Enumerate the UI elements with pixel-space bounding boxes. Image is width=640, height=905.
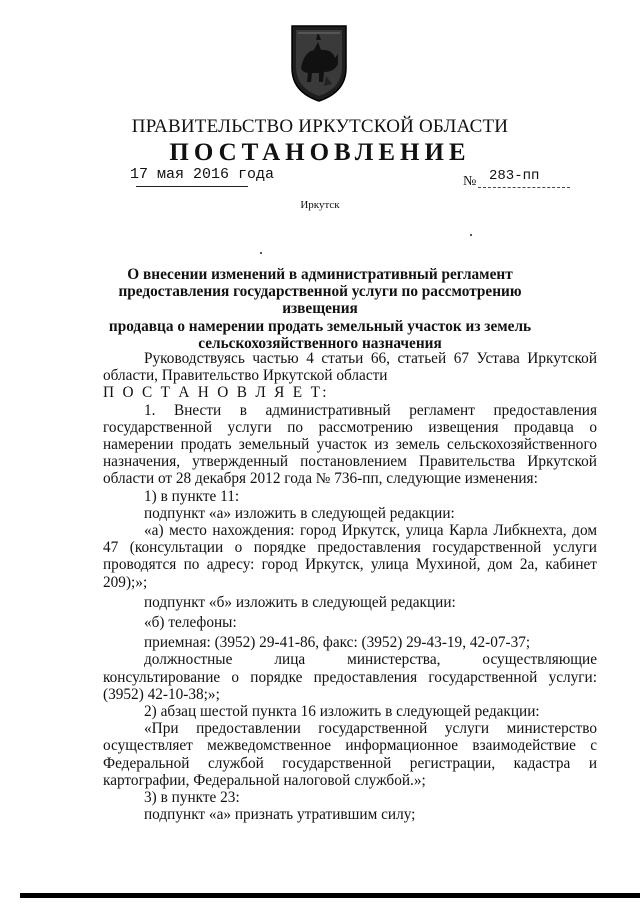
body-paragraph: подпункт «б» изложить в следующей редакции:	[144, 593, 456, 611]
coat-of-arms-icon	[288, 22, 350, 104]
resolves-heading: П О С Т А Н О В Л Я Е Т:	[103, 384, 329, 402]
scan-edge	[20, 893, 640, 898]
body-paragraph: 3) в пункте 23:	[144, 789, 240, 807]
body-paragraph: «а) место нахождения: город Иркутск, улица Карла Либкнехта, дом 47 (консультации о порядке предоставления государственной услуги проводятся по адресу: город Иркутск, улица Мухиной, дом 2а, кабинет 209);»;	[103, 522, 597, 591]
subject-line: предоставления государственной услуги по рассмотрению извещения	[118, 283, 522, 318]
decree-number: 283-пп	[489, 168, 540, 184]
decree-date: 17 мая 2016 года	[130, 166, 275, 183]
number-underline	[478, 187, 570, 188]
body-paragraph: подпункт «а» признать утратившим силу;	[144, 806, 416, 824]
decree-subject	[100, 266, 540, 352]
body-paragraph: 1) в пункте 11:	[144, 487, 240, 505]
date-underline	[136, 186, 248, 187]
body-paragraph: «б) телефоны:	[144, 614, 237, 632]
scan-speck	[260, 252, 262, 254]
city-name: Иркутск	[300, 199, 340, 211]
body-paragraph: Руководствуясь частью 4 статьи 66, статьей 67 Устава Иркутской области, Правительство Иркутской области	[103, 350, 597, 385]
body-paragraph: 2) абзац шестой пункта 16 изложить в следующей редакции:	[144, 703, 540, 721]
decree-title: ПОСТАНОВЛЕНИЕ	[169, 139, 471, 166]
body-paragraph: должностные лица министерства, осуществляющие консультирование о порядке предоставления государственной услуги: (3952) 42-10-38;»;	[103, 651, 597, 703]
body-paragraph: 1. Внести в административный регламент предоставления государственной услуги по рассмотрению извещения продавца о намерении продать земельный участок из земель сельскохозяйственного назначения, утвержденный постановлением Правительства Иркутской области от 28 декабря 2012 года № 736-пп, следующие изменения:	[103, 401, 597, 488]
number-sign: №	[463, 174, 477, 189]
subject-line: сельскохозяйственного назначения	[198, 334, 442, 352]
scan-speck	[470, 234, 472, 236]
decree-body	[103, 350, 597, 823]
body-paragraph: приемная: (3952) 29-41-86, факс: (3952) 29-43-19, 42-07-37;	[144, 634, 531, 652]
subject-line: О внесении изменений в административный регламент	[127, 266, 513, 283]
subject-line: продавца о намерении продать земельный участок из земель	[108, 317, 532, 335]
body-paragraph: «При предоставлении государственной услуги министерство осуществляет межведомственное информационное взаимодействие с Федеральной службой государственной регистрации, кадастра и картографии, Федеральной налоговой службой.»;	[103, 720, 597, 789]
government-title: ПРАВИТЕЛЬСТВО ИРКУТСКОЙ ОБЛАСТИ	[131, 116, 509, 137]
body-paragraph: подпункт «а» изложить в следующей редакции:	[144, 504, 455, 522]
